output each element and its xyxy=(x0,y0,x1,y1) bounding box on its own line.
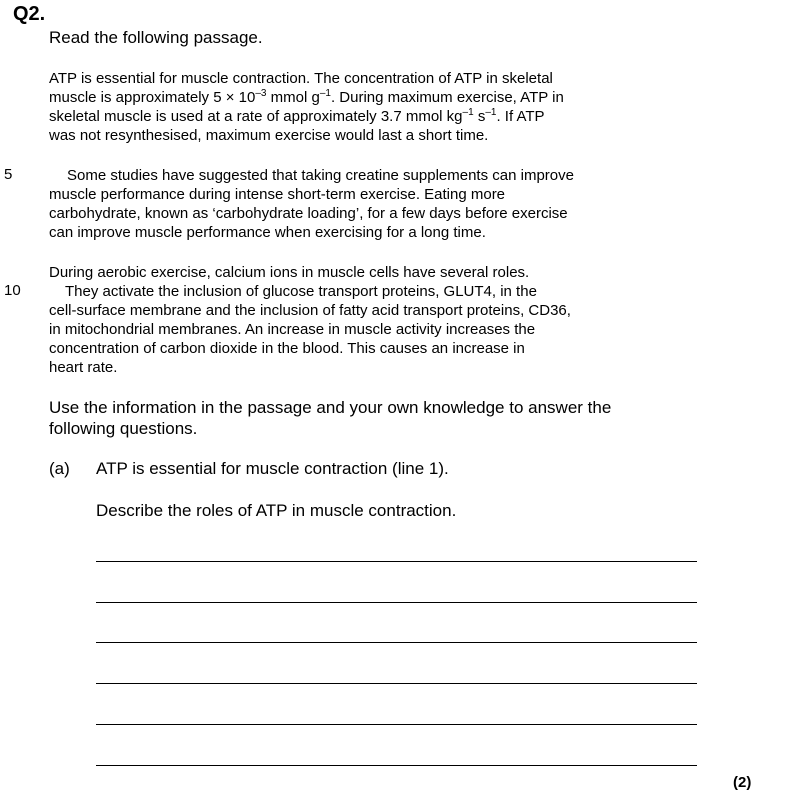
marks-allocation: (2) xyxy=(733,774,752,791)
answer-line[interactable] xyxy=(96,683,697,684)
answer-line[interactable] xyxy=(96,602,697,603)
part-label: (a) xyxy=(49,459,70,478)
passage-line: skeletal muscle is used at a rate of approximately 3.7 mmol $kg^{-1}$ $s^{-1}$. If ATP xyxy=(49,107,545,125)
use-info-line: following questions. xyxy=(49,419,198,438)
passage-line: muscle performance during intense short-term exercise. Eating more xyxy=(49,186,506,203)
passage-line: was not resynthesised, maximum exercise would last a short time. xyxy=(49,127,489,144)
passage-line: During aerobic exercise, calcium ions in muscle cells have several roles. xyxy=(49,264,530,281)
passage-line: heart rate. xyxy=(49,359,118,376)
passage-line: in mitochondrial membranes. An increase in muscle activity increases the xyxy=(49,321,536,338)
line-number: 5 xyxy=(4,166,13,183)
passage-line: ATP is essential for muscle contraction. The concentration of ATP in skeletal xyxy=(49,70,553,87)
passage-line: can improve muscle performance when exercising for a long time. xyxy=(49,224,486,241)
line-number: 10 xyxy=(4,282,21,299)
answer-line[interactable] xyxy=(96,765,697,766)
answer-line[interactable] xyxy=(96,642,697,643)
passage-line: muscle is approximately $5 \times 10^{-3}$ mmol $g^{-1}$. During maximum exercise, ATP in xyxy=(49,88,564,106)
part-task: Describe the roles of ATP in muscle contraction. xyxy=(96,501,457,520)
part-statement: ATP is essential for muscle contraction (line 1). xyxy=(96,459,449,478)
passage-line: carbohydrate, known as ‘carbohydrate loading’, for a few days before exercise xyxy=(49,205,568,222)
passage-line: concentration of carbon dioxide in the blood. This causes an increase in xyxy=(49,340,525,357)
passage-line: Some studies have suggested that taking creatine supplements can improve xyxy=(67,167,574,184)
passage-line: They activate the inclusion of glucose transport proteins, GLUT4, in the xyxy=(65,283,537,300)
use-info-line: Use the information in the passage and your own knowledge to answer the xyxy=(49,398,612,417)
answer-line[interactable] xyxy=(96,724,697,725)
passage-line: cell-surface membrane and the inclusion of fatty acid transport proteins, CD36, xyxy=(49,302,571,319)
answer-line[interactable] xyxy=(96,561,697,562)
question-number: Q2. xyxy=(13,3,46,25)
instruction: Read the following passage. xyxy=(49,28,263,47)
